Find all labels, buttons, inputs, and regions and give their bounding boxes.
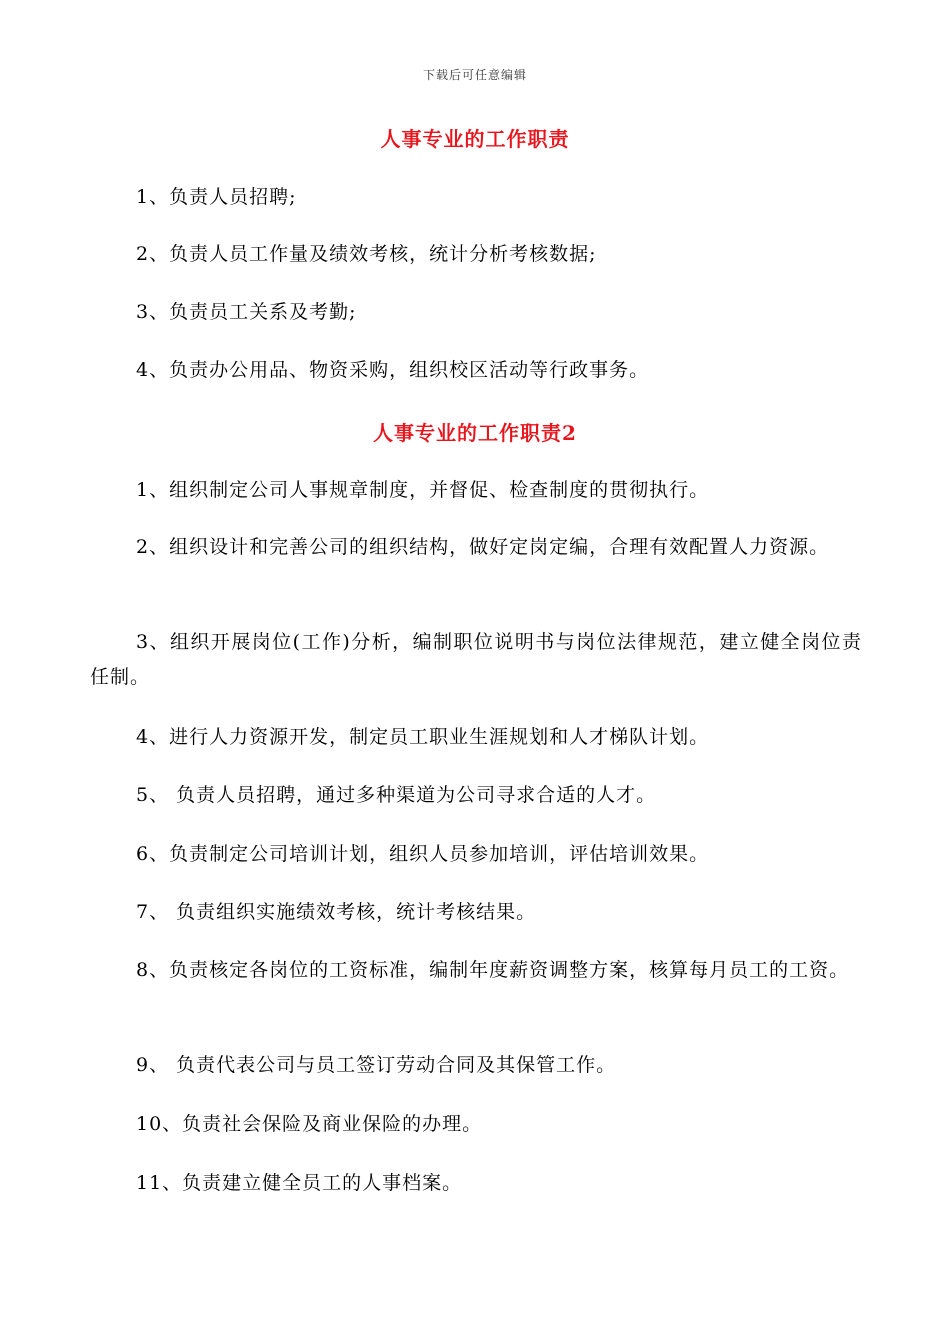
list-item: 4、进行人力资源开发，制定员工职业生涯规划和人才梯队计划。 [136, 726, 710, 748]
list-item: 3、组织开展岗位(工作)分析，编制职位说明书与岗位法律规范，建立健全岗位责任制。 [90, 631, 862, 688]
header-note: 下载后可任意编辑 [422, 68, 527, 82]
section-title-1: 人事专业的工作职责 [380, 127, 570, 151]
list-item: 7、 负责组织实施绩效考核，统计考核结果。 [136, 901, 537, 923]
list-item: 3、负责员工关系及考勤; [136, 301, 357, 323]
list-item: 11、负责建立健全员工的人事档案。 [136, 1172, 463, 1194]
list-item: 4、负责办公用品、物资采购，组织校区活动等行政事务。 [136, 359, 650, 381]
list-item: 2、组织设计和完善公司的组织结构，做好定岗定编，合理有效配置人力资源。 [136, 536, 830, 558]
list-item: 10、负责社会保险及商业保险的办理。 [136, 1113, 483, 1135]
list-item: 8、负责核定各岗位的工资标准，编制年度薪资调整方案，核算每月员工的工资。 [136, 959, 850, 981]
list-item: 1、负责人员招聘; [136, 186, 297, 208]
list-item: 1、组织制定公司人事规章制度，并督促、检查制度的贯彻执行。 [136, 479, 710, 501]
list-item: 5、 负责人员招聘，通过多种渠道为公司寻求合适的人才。 [136, 784, 657, 806]
section-title-2: 人事专业的工作职责2 [373, 421, 577, 445]
list-item: 6、负责制定公司培训计划，组织人员参加培训，评估培训效果。 [136, 843, 710, 865]
list-item: 2、负责人员工作量及绩效考核，统计分析考核数据; [136, 243, 597, 265]
list-item: 9、 负责代表公司与员工签订劳动合同及其保管工作。 [136, 1054, 617, 1076]
